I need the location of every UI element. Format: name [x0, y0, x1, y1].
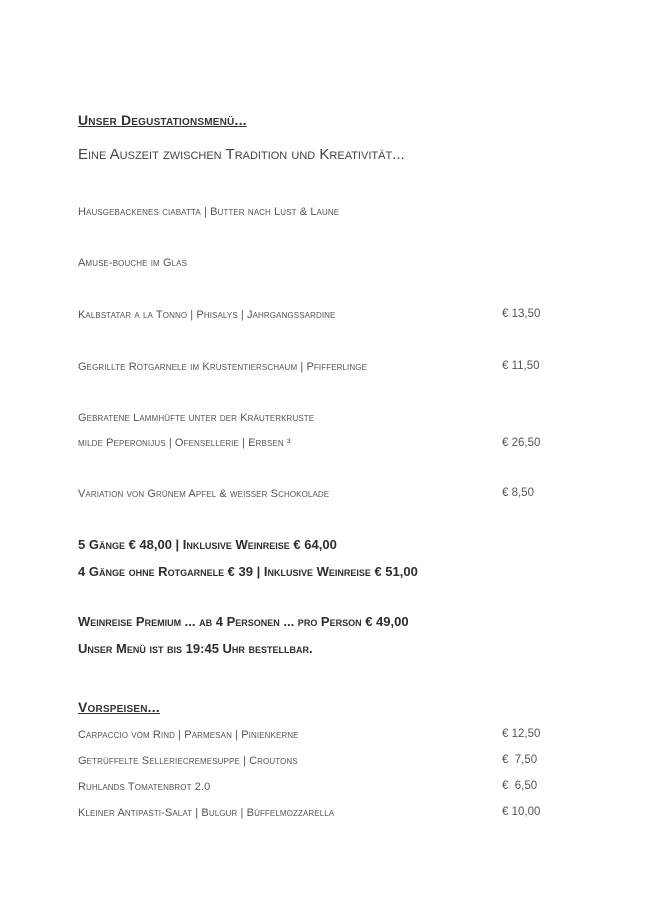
starter-item: Getrüffelte Selleriecremesuppe | Croutons	[78, 755, 298, 767]
starter-item: Ruhlands Tomatenbrot 2.0	[78, 781, 211, 793]
course-item: Gegrillte Rotgarnele im Krustentierschaum | Pfifferlinge	[78, 361, 368, 373]
starter-price: € 10,00	[502, 806, 541, 818]
course-item: Hausgebackenes ciabatta | Butter nach Lust & Laune	[78, 206, 340, 218]
pricing-line: 5 Gänge € 48,00 | Inklusive Weinreise € 64,00	[78, 537, 337, 552]
starter-price: € 12,50	[502, 728, 541, 740]
course-item: Amuse-bouche im Glas	[78, 257, 188, 269]
course-price: € 8,50	[502, 487, 534, 499]
course-item: Kalbstatar a la Tonno | Phisalys | Jahrgangssardine	[78, 309, 336, 321]
course-price: € 13,50	[502, 308, 541, 320]
pricing-line: 4 Gänge ohne Rotgarnele € 39 | Inklusive Weinreise € 51,00	[78, 564, 418, 579]
menu-title: Unser Degustationsmenü...	[78, 112, 247, 128]
pricing-line: Weinreise Premium ... ab 4 Personen ... pro Person € 49,00	[78, 614, 409, 629]
starters-title: Vorspeisen...	[78, 699, 160, 715]
course-price: € 26,50	[502, 437, 541, 449]
starter-item: Kleiner Antipasti-Salat | Bulgur | Büffelmozzarella	[78, 807, 335, 819]
course-price: € 11,50	[502, 360, 540, 372]
starter-item: Carpaccio vom Rind | Parmesan | Pinienkerne	[78, 729, 299, 741]
starter-price: € 7,50	[502, 754, 538, 766]
menu-subtitle: Eine Auszeit zwischen Tradition und Kreativität...	[78, 146, 405, 163]
starter-price: € 6,50	[502, 780, 538, 792]
pricing-line: Unser Menü ist bis 19:45 Uhr bestellbar.	[78, 641, 313, 656]
course-item-detail: milde Peperonijus | Ofensellerie | Erbsen ³	[78, 437, 291, 449]
course-item: Variation von Grünem Apfel & weißer Schokolade	[78, 488, 330, 500]
course-item: Gebratene Lammhüfte unter der Kräuterkruste	[78, 412, 315, 424]
